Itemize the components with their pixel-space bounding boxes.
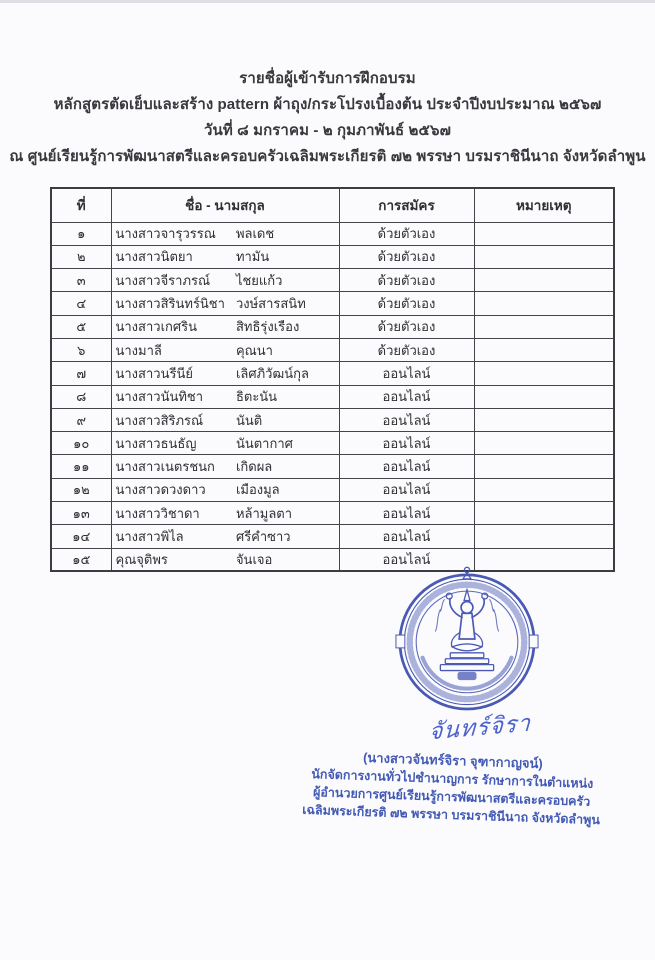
table-row <box>51 362 614 385</box>
first-name: นางมาลี <box>115 342 162 358</box>
register-cell: ด้วยตัวเอง <box>339 269 474 292</box>
header-no: ที่ <box>51 188 111 222</box>
last-name: เมืองมูล <box>235 482 280 498</box>
seal-flame-ornaments <box>435 600 498 632</box>
deity-figure <box>446 590 487 651</box>
name-cell <box>111 478 339 501</box>
name-cell <box>111 269 339 292</box>
row-number-cell: ๕ <box>51 315 111 338</box>
name-cell <box>111 222 339 245</box>
seal-top-finial <box>463 567 471 578</box>
register-cell: ออนไลน์ <box>339 502 474 525</box>
first-name: นางสาวจารุวรรณ <box>115 226 216 242</box>
last-name: วงษ์สารสนิท <box>235 296 306 312</box>
note-cell <box>474 408 614 431</box>
name-cell <box>111 292 339 315</box>
last-name: คุณนา <box>235 342 273 358</box>
register-cell: ด้วยตัวเอง <box>339 315 474 338</box>
last-name: ไชยแก้ว <box>235 272 283 288</box>
last-name: นันตากาศ <box>235 435 293 451</box>
name-cell <box>111 548 339 571</box>
note-cell <box>474 245 614 268</box>
name-cell <box>111 315 339 338</box>
first-name: นางสาวสิริภรณ์ <box>115 412 204 428</box>
register-cell: ออนไลน์ <box>339 432 474 455</box>
last-name: พลเดช <box>235 226 275 242</box>
last-name: นันติ <box>235 412 263 428</box>
last-name: สิทธิรุ่งเรือง <box>235 319 300 335</box>
name-cell <box>111 525 339 548</box>
table-row <box>51 245 614 268</box>
first-name: นางสาววิชาดา <box>115 505 200 521</box>
signer-stamp <box>251 745 653 831</box>
table-row <box>51 222 614 245</box>
table-row <box>51 478 614 501</box>
participants-body <box>51 222 614 571</box>
first-name: นางสาวสิรินทร์นิชา <box>115 296 225 312</box>
first-name: นางสาวนันทิชา <box>115 389 204 405</box>
note-cell <box>474 478 614 501</box>
row-number-cell: ๘ <box>51 385 111 408</box>
table-row <box>51 502 614 525</box>
first-name: นางสาวเกศริน <box>115 319 198 335</box>
last-name: ทามัน <box>235 249 270 265</box>
row-number-cell: ๒ <box>51 245 111 268</box>
stamp-line-office: เฉลิมพระเกียรติ ๗๒ พรรษา บรมราชินีนาถ จังหวัดลำพูน <box>301 802 601 828</box>
row-number-cell: ๑๐ <box>51 432 111 455</box>
first-name: นางสาวธนธัญ <box>115 435 197 451</box>
table-row <box>51 385 614 408</box>
first-name: นางสาวนิตยา <box>115 249 193 265</box>
row-number-cell: ๑๑ <box>51 455 111 478</box>
note-cell <box>474 502 614 525</box>
row-number-cell: ๑๒ <box>51 478 111 501</box>
register-cell: ออนไลน์ <box>339 385 474 408</box>
row-number-cell: ๑ <box>51 222 111 245</box>
document-title-line-1: รายชื่อผู้เข้ารับการฝึกอบรม <box>239 70 416 87</box>
last-name: ธิตะนัน <box>235 389 278 405</box>
name-cell <box>111 245 339 268</box>
name-cell <box>111 502 339 525</box>
name-cell <box>111 408 339 431</box>
row-number-cell: ๔ <box>51 292 111 315</box>
document-title-line-2: หลักสูตรตัดเย็บและสร้าง pattern ผ้าถุง/กระโปรงเบื้องต้น ประจำปีงบประมาณ ๒๕๖๗ <box>53 96 602 113</box>
note-cell <box>474 222 614 245</box>
stamp-line-title: ผู้อำนวยการศูนย์เรียนรู้การพัฒนาสตรีและครอบครัว <box>312 785 591 809</box>
note-cell <box>474 455 614 478</box>
note-cell <box>474 525 614 548</box>
register-cell: ออนไลน์ <box>339 525 474 548</box>
register-cell: ออนไลน์ <box>339 408 474 431</box>
table-row <box>51 269 614 292</box>
participants-table <box>50 187 615 572</box>
row-number-cell: ๑๕ <box>51 548 111 571</box>
document-title-line-4: ณ ศูนย์เรียนรู้การพัฒนาสตรีและครอบครัวเฉลิมพระเกียรติ ๗๒ พรรษา บรมราชินีนาถ จังหวัดลำพูน <box>9 148 646 165</box>
first-name: นางสาวเนตรชนก <box>115 459 215 475</box>
register-cell: ออนไลน์ <box>339 455 474 478</box>
header-register: การสมัคร <box>339 188 474 222</box>
official-seal <box>393 564 541 712</box>
seal-middle-ring <box>404 579 529 704</box>
document-title-line-3: วันที่ ๘ มกราคม - ๒ กุมภาพันธ์ ๒๕๖๗ <box>204 122 451 139</box>
stamp-line-name: (นางสาวจันทร์จิรา จุฑากาญจน์) <box>362 749 544 772</box>
register-cell: ด้วยตัวเอง <box>339 338 474 361</box>
last-name: ศรีคำซาว <box>235 529 291 544</box>
name-cell <box>111 338 339 361</box>
name-cell <box>111 362 339 385</box>
last-name: เลิศภิวัฒน์กุล <box>235 365 309 381</box>
register-cell: ออนไลน์ <box>339 548 474 571</box>
register-cell: ด้วยตัวเอง <box>339 222 474 245</box>
table-row <box>51 408 614 431</box>
row-number-cell: ๑๓ <box>51 502 111 525</box>
signature: จันทร์จิรา <box>428 709 532 745</box>
last-name: จันเจอ <box>235 552 273 568</box>
table-row <box>51 338 614 361</box>
first-name: นางสาวนรีนีย์ <box>115 365 193 381</box>
note-cell <box>474 432 614 455</box>
note-cell <box>474 362 614 385</box>
table-row <box>51 315 614 338</box>
row-number-cell: ๗ <box>51 362 111 385</box>
header-name: ชื่อ - นามสกุล <box>111 188 339 222</box>
register-cell: ออนไลน์ <box>339 478 474 501</box>
header-note: หมายเหตุ <box>474 188 614 222</box>
note-cell <box>474 269 614 292</box>
note-cell <box>474 385 614 408</box>
first-name: นางสาวจีราภรณ์ <box>115 272 211 288</box>
name-cell <box>111 455 339 478</box>
table-row <box>51 455 614 478</box>
row-number-cell: ๓ <box>51 269 111 292</box>
table-row <box>51 432 614 455</box>
first-name: คุณจุติพร <box>115 552 168 568</box>
row-number-cell: ๑๔ <box>51 525 111 548</box>
row-number-cell: ๖ <box>51 338 111 361</box>
table-header-row <box>51 188 614 222</box>
first-name: นางสาวดวงดาว <box>115 482 206 498</box>
name-cell <box>111 385 339 408</box>
table-row <box>51 292 614 315</box>
last-name: เกิดผล <box>235 459 273 475</box>
register-cell: ออนไลน์ <box>339 362 474 385</box>
row-number-cell: ๙ <box>51 408 111 431</box>
document-header <box>0 66 655 170</box>
scan-edge-artifact <box>0 0 655 3</box>
last-name: หล้ามูลตา <box>235 505 293 521</box>
note-cell <box>474 292 614 315</box>
stamp-line-position: นักจัดการงานทั่วไปชำนาญการ รักษาการในตำแหน่ง <box>311 767 594 791</box>
name-cell <box>111 432 339 455</box>
seal-pedestal <box>440 653 493 680</box>
first-name: นางสาวพิไล <box>115 529 184 544</box>
note-cell <box>474 338 614 361</box>
seal-side-notches <box>396 635 538 648</box>
table-row <box>51 525 614 548</box>
register-cell: ด้วยตัวเอง <box>339 245 474 268</box>
note-cell <box>474 315 614 338</box>
register-cell: ด้วยตัวเอง <box>339 292 474 315</box>
